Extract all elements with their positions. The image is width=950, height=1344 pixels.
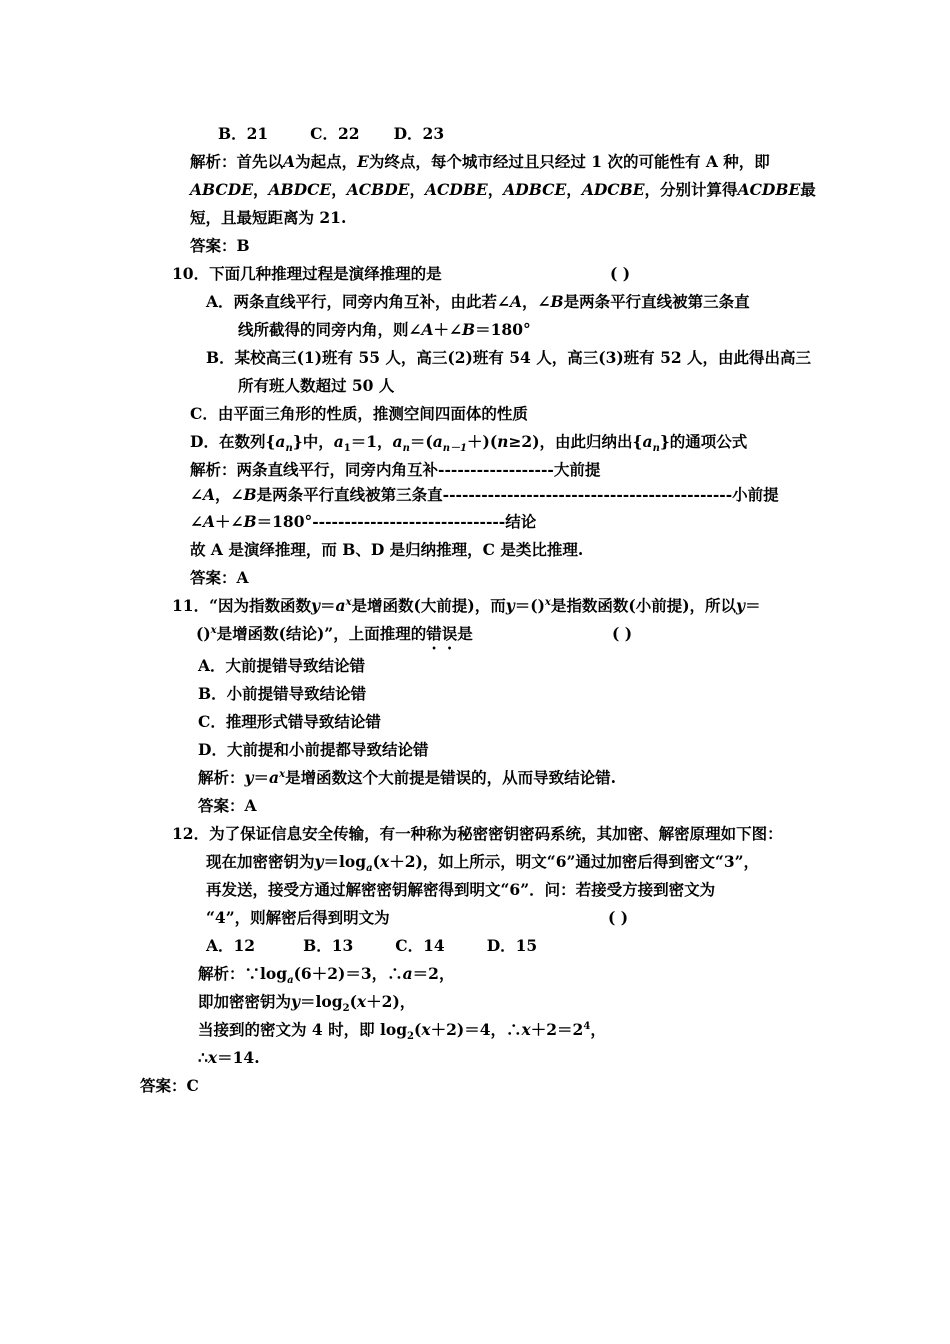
option-d: D．23 [393,124,445,143]
q11-option-b: B．小前提错导致结论错 [198,684,367,703]
q11-answer: 答案：A [198,796,257,815]
q10-option-d: D．在数列$\{a_n\}$中，$a_1=1$，$a_n=(a_{n-1}+)(n\ge 2)$，由此归纳出$\{a_n\}$的通项公式 [190,432,748,455]
q11-analysis: 解析：$y=a^x$是增函数这个大前提是错误的，从而导致结论错. [198,768,616,787]
option-c: C．22 [310,124,360,143]
option-b: B．21 [218,124,269,143]
q11-stem-line-1: 11．“因为指数函数$y=a^x$是增函数(大前提)，而y＝()$^x$是指数函数(小前提)，所以y＝ [172,596,761,615]
q10-option-a-line-1: A．两条直线平行，同旁内角互补，由此若∠A，∠B是两条平行直线被第三条直 [206,292,750,311]
q11-option-a: A．大前提错导致结论错 [198,656,366,675]
q12-stem-line-2: 现在加密密钥为$y=\log_a(x+2)$，如上所示，明文“6”通过加密后得到密文“3”， [206,852,760,875]
q11-option-d: D．大前提和小前提都导致结论错 [198,740,429,759]
q12-options [206,936,537,956]
q12-analysis-line-4: ∴x＝14. [198,1048,260,1067]
q11-stem-line-2: ()$^x$是增函数(结论)”，上面推理的错误是 [196,624,473,643]
q9-analysis-line-1: 解析：首先以A为起点，E为终点，每个城市经过且只经过 1 次的可能性有 A 种，即 [190,152,770,171]
q11-answer-paren: ( ) [612,624,633,643]
q10-stem: 10．下面几种推理过程是演绎推理的是 [172,264,442,283]
q12-stem-line-1: 12．为了保证信息安全传输，有一种称为秘密密钥密码系统，其加密、解密原理如下图： [172,824,783,843]
q10-analysis-line-3: ∠A＋∠B＝180°------------------------------结论 [190,512,537,531]
q9-answer: 答案：B [190,236,250,255]
q9-analysis-line-3: 短，且最短距离为 21. [190,208,347,227]
option-a: A．12 [206,936,256,955]
q10-answer: 答案：A [190,568,249,587]
q10-analysis-line-4: 故 A 是演绎推理，而 B、D 是归纳推理，C 是类比推理. [190,540,584,559]
option-c: C．14 [395,936,445,955]
q12-stem-line-4: “4”，则解密后得到明文为 [206,908,390,927]
q10-option-b-line-2: 所有班人数超过 50 人 [238,376,395,395]
q10-analysis-line-2: ∠A，∠B是两条平行直线被第三条直---------------------------------------------小前提 [190,485,779,504]
q12-analysis-line-3: 当接到的密文为 4 时，即 $\log_2(x+2)=4$，$\therefore x+2=2^4$， [198,1020,606,1043]
question-number: 12． [172,824,210,843]
q9-options [218,124,444,144]
emphasized-word: 错误 [426,624,458,643]
q9-analysis-line-2: ABCDE，ABDCE，ACBDE，ACDBE，ADBCE，ADCBE，分别计算得ACDBE最 [190,180,816,199]
q10-analysis-line-1: 解析：两条直线平行，同旁内角互补------------------大前提 [190,460,601,479]
question-number: 10． [172,264,210,283]
q12-answer: 答案：C [140,1076,199,1095]
q12-answer-paren: ( ) [608,908,629,927]
q11-option-c: C．推理形式错导致结论错 [198,712,381,731]
q12-stem-line-3: 再发送，接受方通过解密密钥解密得到明文“6”．问：若接受方接到密文为 [206,880,716,899]
q10-option-c: C．由平面三角形的性质，推测空间四面体的性质 [190,404,528,423]
option-b: B．13 [303,936,354,955]
q10-option-a-line-2: 线所截得的同旁内角，则∠A＋∠B＝180° [238,320,531,339]
q12-analysis-line-2: 即加密密钥为$y=\log_2(x+2)$， [198,992,416,1015]
q12-analysis-line-1: 解析：$\because\log_a(6+2)=3$，∴a＝2， [198,964,455,987]
question-number: 11． [172,596,210,615]
q10-answer-paren: ( ) [610,264,631,283]
option-d: D．15 [486,936,538,955]
q10-option-b-line-1: B．某校高三(1)班有 55 人，高三(2)班有 54 人，高三(3)班有 52 人，由此得出高三 [206,348,812,367]
